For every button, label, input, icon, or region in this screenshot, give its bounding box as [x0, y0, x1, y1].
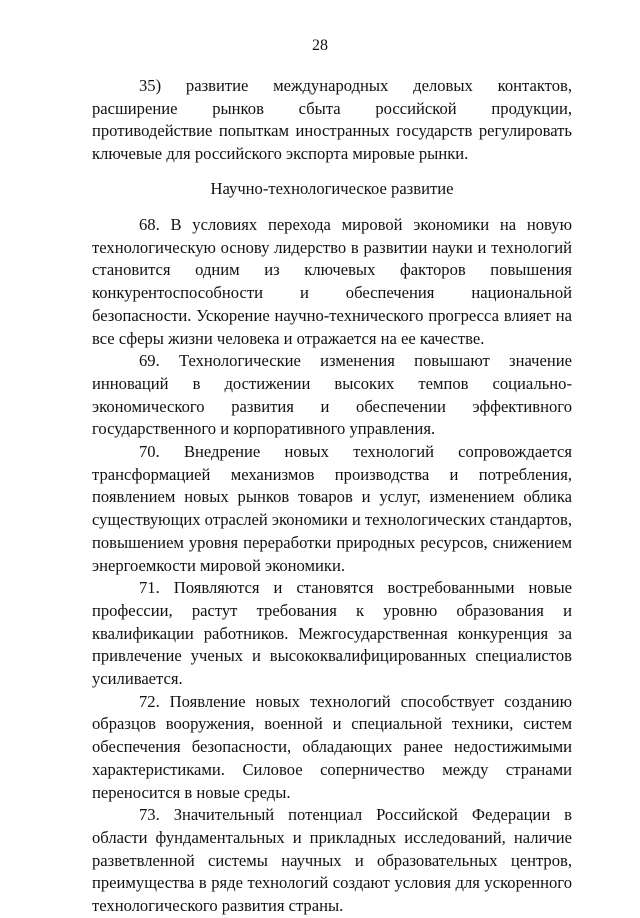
- paragraph-72: 72. Появление новых технологий способствует созданию образцов вооружения, военной и специальной техники, систем обеспечения безопасности, обладающих ранее недостижимыми характеристиками. Силовое соперничество между странами переносится в новые среды.: [92, 691, 572, 802]
- main-text-block: [92, 214, 572, 918]
- page-number: 28: [312, 37, 328, 54]
- paragraph-73: 73. Значительный потенциал Российской Федерации в области фундаментальных и прикладных исследований, наличие разветвленной системы научных и образовательных центров, преимущества в ряде технологий создают условия для ускоренного технологического развития страны.: [92, 805, 572, 916]
- paragraph-69: 69. Технологические изменения повышают значение инноваций в достижении высоких темпов социально-экономического развития и обеспечении эффективного государственного и корпоративного управления.: [92, 351, 572, 439]
- top-text-block: [92, 75, 572, 166]
- paragraph-70: 70. Внедрение новых технологий сопровождается трансформацией механизмов производства и потребления, появлением новых рынков товаров и услуг, изменением облика существующих отраслей экономики и технологических стандартов, повышением уровня переработки природных ресурсов, снижением энергоемкости мировой экономики.: [92, 442, 572, 575]
- paragraph-71: 71. Появляются и становятся востребованными новые профессии, растут требования к уровню образования и квалификации работников. Межгосударственная конкуренция за привлечение ученых и высококвалифицированных специалистов усиливается.: [92, 578, 572, 689]
- paragraph-35: 35) развитие международных деловых контактов, расширение рынков сбыта российской продукции, противодействие попыткам иностранных государств регулировать ключевые для российского экспорта мировые рынки.: [92, 76, 572, 164]
- section-heading: Научно-технологическое развитие: [210, 179, 454, 198]
- paragraph-68: 68. В условиях перехода мировой экономики на новую технологическую основу лидерство в развитии науки и технологий становится одним из ключевых факторов повышения конкурентоспособности и обеспечения национальной безопасности. Ускорение научно-технического прогресса влияет на все сферы жизни человека и отражается на ее качестве.: [92, 215, 572, 348]
